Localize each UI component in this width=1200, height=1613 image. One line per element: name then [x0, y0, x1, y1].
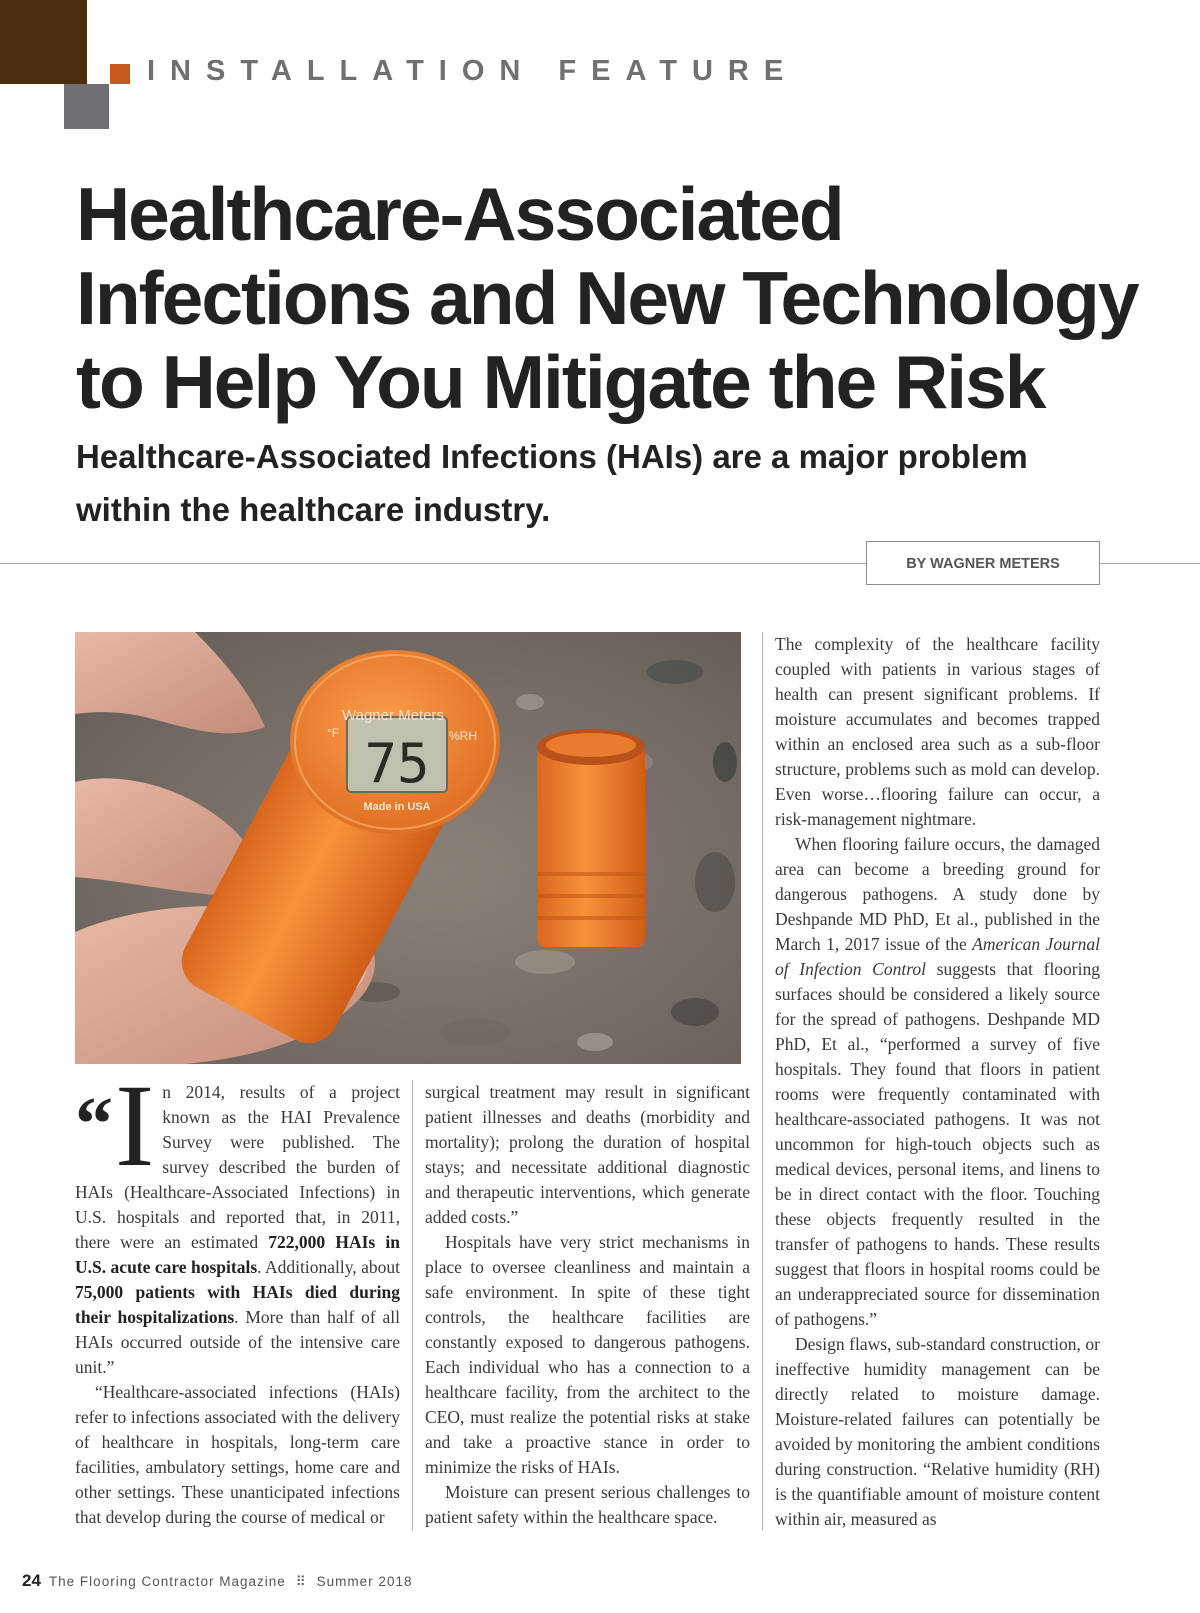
- page-number: 24: [22, 1571, 41, 1590]
- body-paragraph: Moisture can present serious challenges to patient safety within the healthcare space.: [425, 1482, 750, 1527]
- column-divider-1: [412, 1080, 413, 1530]
- decorative-gray-square: [64, 84, 109, 129]
- body-paragraph: When flooring failure occurs, the damaged area can become a breeding ground for dangerous pathogens. A study done by Deshpande MD PhD, Et al., published in the March 1, 2017 issue of the American Journal of Infection Control suggests that flooring surfaces should be considered a likely source for the spread of pathogens. Deshpande MD PhD, Et al., “performed a survey of five hospitals. They found that floors in patient rooms were frequently contaminated with healthcare-associated pathogens. It was not uncommon for high-touch objects such as medical devices, personal items, and linens to be in direct contact with the floor. Touching these objects frequently resulted in the transfer of pathogens to hands. These results suggest that floors in hospital rooms could be an underappreciated source for dissemination of pathogens.”: [775, 834, 1100, 1329]
- section-label: INSTALLATION FEATURE: [147, 55, 799, 87]
- magazine-name: The Flooring Contractor Magazine: [48, 1574, 286, 1589]
- body-paragraph: “I n 2014, results of a project known as the HAI Prevalence Survey were published. The survey described the burden of HAIs (Healthcare-Associated Infections) in U.S. hospitals and reported that, in 2011, there were an estimated 722,000 HAIs in U.S. acute care hospitals. Additionally, about 75,000 patients with HAIs died during their hospitalizations. More than half of all HAIs occurred outside of the intensive care unit.”: [75, 1060, 401, 1377]
- meter-brand-text: Wagner Meters: [342, 707, 444, 724]
- drop-cap: “I: [75, 1060, 155, 1191]
- meter-unit-right: %RH: [449, 729, 478, 743]
- body-paragraph: The complexity of the healthcare facility coupled with patients in various stages of health can present significant problems. If moisture accumulates and becomes trapped within an enclosed area such as a sub-floor structure, problems such as mold can develop. Even worse…flooring failure can occur, a risk-management nightmare.: [775, 634, 1100, 829]
- body-paragraph: Design flaws, sub-standard construction, or ineffective humidity management can be directly related to moisture damage. Moisture-related failures can potentially be avoided by monitoring the ambient conditions during construction. “Relative humidity (RH) is the quantifiable amount of moisture content within air, measured as: [775, 1334, 1100, 1529]
- article-deck: Healthcare-Associated Infections (HAIs) are a major problem within the healthcare industry.: [76, 438, 1028, 528]
- sensor-cap: [290, 650, 500, 834]
- meter-unit-left: °F: [327, 726, 340, 740]
- body-paragraph-continued: surgical treatment may result in significant patient illnesses and deaths (morbidity and mortality); prolong the duration of hospital stays; and necessitate additional diagnostic and therapeutic interventions, which generate added costs.”: [425, 1082, 750, 1227]
- meter-display-value: 75: [364, 732, 430, 795]
- footer-separator: ⠿: [295, 1574, 307, 1589]
- meter-photo: [75, 632, 741, 1064]
- article-column-1: [75, 1060, 401, 1530]
- page-footer: [22, 1571, 412, 1591]
- decorative-brown-square: [0, 0, 87, 84]
- article-headline: Healthcare-Associated Infections and New Technology to Help You Mitigate the Risk: [76, 172, 1138, 424]
- article-column-3: [775, 632, 1100, 1532]
- body-paragraph: Hospitals have very strict mechanisms in place to oversee cleanliness and maintain a safe environment. In spite of these tight controls, the healthcare facilities are constantly exposed to dangerous pathogens. Each individual who has a connection to a healthcare facility, from the architect to the CEO, must realize the potential risks at stake and take a proactive stance in order to minimize the risks of HAIs.: [425, 1232, 750, 1477]
- article-column-2: [425, 1080, 750, 1530]
- body-paragraph-continuing: “Healthcare-associated infections (HAIs) refer to infections associated with the delivery of healthcare in hospitals, long-term care facilities, ambulatory settings, home care and other settings. These unanticipated infections that develop during the course of medical or: [75, 1382, 400, 1527]
- byline: BY WAGNER METERS: [866, 541, 1100, 585]
- issue-date: Summer 2018: [316, 1574, 413, 1589]
- column-divider-2: [762, 632, 763, 1530]
- meter-made-in: Made in USA: [363, 801, 431, 813]
- section-marker-square: [110, 64, 130, 84]
- orange-sleeve: [537, 729, 645, 947]
